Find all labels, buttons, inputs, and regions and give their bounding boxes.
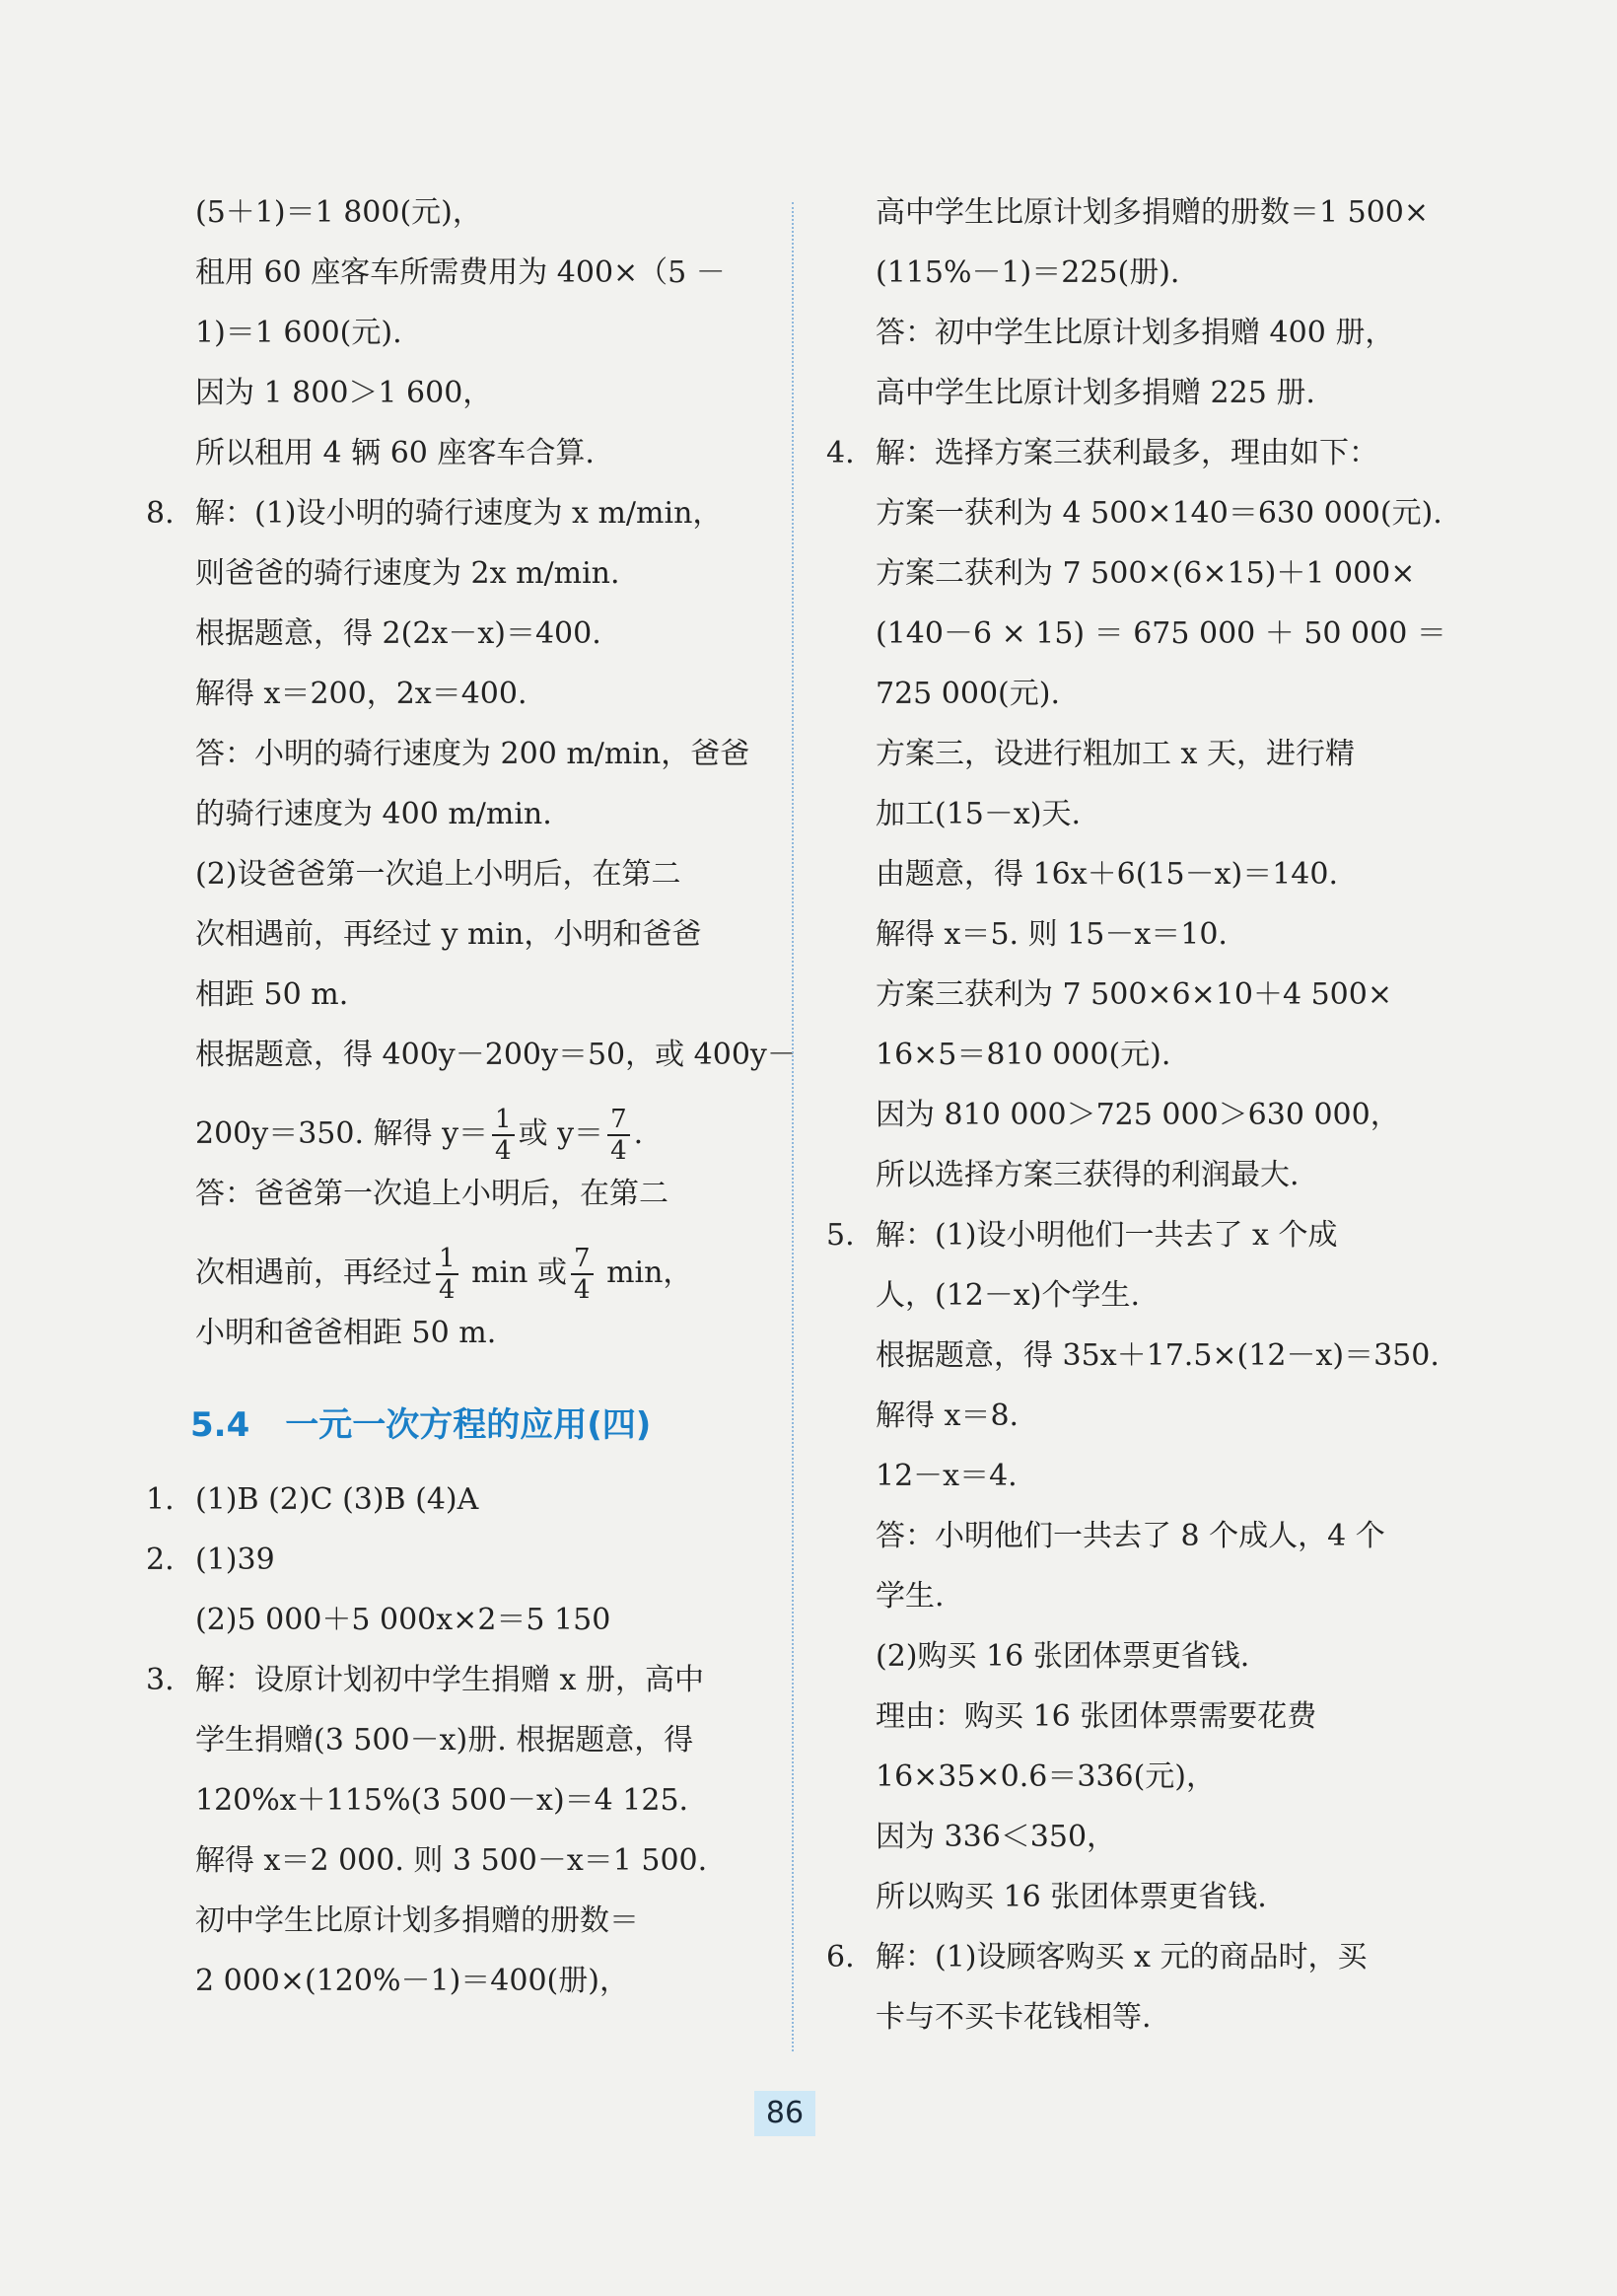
text-line: (2)设爸爸第一次追上小明后，在第二	[195, 857, 681, 892]
text-line: 所以租用 4 辆 60 座客车合算.	[195, 436, 595, 470]
fraction: $\frac{1}{4}$	[436, 1244, 458, 1305]
question-5-line: 5. 解：(1)设小明他们一共去了 x 个成	[826, 1215, 1447, 1275]
text-line: 所以选择方案三获得的利润最大.	[876, 1158, 1300, 1192]
text-line: (2)5 000＋5 000x×2＝5 150	[195, 1603, 611, 1637]
column-divider	[792, 202, 794, 2051]
answer-1-line: 1. (1)B (2)C (3)B (4)A	[146, 1479, 757, 1540]
text-line: 高中学生比原计划多捐赠 225 册.	[876, 376, 1315, 410]
text-line: 卡与不买卡花钱相等.	[876, 2000, 1152, 2035]
text-line: (2)购买 16 张团体票更省钱.	[876, 1639, 1250, 1674]
text-line: 相距 50 m.	[195, 977, 349, 1012]
text-line: 方案三获利为 7 500×6×10＋4 500×	[876, 977, 1392, 1012]
right-column	[826, 192, 1447, 2057]
text-line: 人，(12－x)个学生.	[876, 1278, 1141, 1313]
fraction: $\frac{1}{4}$	[492, 1105, 515, 1166]
question-number: 3.	[146, 1663, 175, 1697]
text-line: 12－x＝4.	[876, 1459, 1018, 1493]
text-line: 解得 x＝2 000. 则 3 500－x＝1 500.	[195, 1843, 708, 1878]
text-line: 16×35×0.6＝336(元)，	[876, 1759, 1216, 1794]
text-line: 16×5＝810 000(元).	[876, 1038, 1171, 1072]
question-number: 5.	[826, 1218, 855, 1253]
answer-2-line: 2. (1)39	[146, 1540, 757, 1600]
text-line: 答：小明的骑行速度为 200 m/min，爸爸	[195, 737, 750, 771]
text-line: 答：爸爸第一次追上小明后，在第二	[195, 1177, 668, 1211]
fraction: $\frac{7}{4}$	[571, 1244, 594, 1305]
text-line: 初中学生比原计划多捐赠的册数＝	[195, 1903, 639, 1938]
question-number: 1.	[146, 1482, 175, 1517]
text-line: 解得 x＝200，2x＝400.	[195, 677, 527, 711]
text-line: 加工(15－x)天.	[876, 797, 1082, 831]
text-line: 因为 1 800＞1 600，	[195, 376, 493, 410]
text-line: (5＋1)＝1 800(元)，	[195, 195, 482, 230]
text-line: 解得 x＝5. 则 15－x＝10.	[876, 917, 1228, 952]
question-number: 4.	[826, 436, 855, 470]
question-number: 6.	[826, 1940, 855, 1974]
left-column	[146, 192, 797, 2021]
text-line: 725 000(元).	[876, 677, 1061, 711]
text-line: 则爸爸的骑行速度为 2x m/min.	[195, 556, 620, 591]
text-line: 方案一获利为 4 500×140＝630 000(元).	[876, 496, 1442, 531]
text-line: 学生捐赠(3 500－x)册. 根据题意，得	[195, 1723, 694, 1758]
text-line: 1)＝1 600(元).	[195, 316, 402, 350]
question-number: 2.	[146, 1543, 175, 1577]
fraction: $\frac{7}{4}$	[607, 1105, 630, 1166]
text-line: 解得 x＝8.	[876, 1399, 1019, 1433]
question-6-line: 6. 解：(1)设顾客购买 x 元的商品时，买	[826, 1937, 1447, 1997]
section-title: 一元一次方程的应用(四)	[285, 1405, 652, 1445]
text-line: 根据题意，得 2(2x－x)＝400.	[195, 616, 601, 651]
text-line: 的骑行速度为 400 m/min.	[195, 797, 552, 831]
text-line: 因为 336＜350，	[876, 1820, 1117, 1854]
text-line: 学生.	[876, 1579, 945, 1614]
text-line: 根据题意，得 35x＋17.5×(12－x)＝350.	[876, 1338, 1440, 1373]
question-8-line: 8. 解：(1)设小明的骑行速度为 x m/min，	[146, 493, 757, 553]
question-4-line: 4. 解：选择方案三获利最多，理由如下：	[826, 433, 1447, 493]
text-line: 答：初中学生比原计划多捐赠 400 册，	[876, 316, 1395, 350]
text-line: 由题意，得 16x＋6(15－x)＝140.	[876, 857, 1339, 892]
text-line: 根据题意，得 400y－200y＝50，或 400y－	[195, 1038, 797, 1072]
text-line: 所以购买 16 张团体票更省钱.	[876, 1880, 1267, 1914]
text-line: 高中学生比原计划多捐赠的册数＝1 500×	[876, 195, 1430, 230]
text-line: 小明和爸爸相距 50 m.	[195, 1316, 497, 1350]
text-line: (115%－1)＝225(册).	[876, 255, 1180, 290]
text-line: 租用 60 座客车所需费用为 400×（5 －	[195, 255, 726, 290]
answer-3-line: 3. 解：设原计划初中学生捐赠 x 册，高中	[146, 1660, 757, 1720]
text-line: 次相遇前，再经过 y min，小明和爸爸	[195, 917, 702, 952]
section-number: 5.4	[190, 1405, 250, 1445]
question-number: 8.	[146, 496, 175, 531]
section-heading	[146, 1381, 757, 1479]
text-line: 方案二获利为 7 500×(6×15)＋1 000×	[876, 556, 1416, 591]
text-line: (140－6 × 15) ＝ 675 000 ＋ 50 000 ＝	[876, 616, 1446, 651]
text-line: 方案三，设进行粗加工 x 天，进行精	[876, 737, 1355, 771]
fraction-line: 次相遇前，再经过 $\frac{1}{4}$ min 或 $\frac{7}{4}$ min，	[195, 1244, 693, 1305]
page-number: 86	[754, 2091, 815, 2136]
text-line: 理由：购买 16 张团体票需要花费	[876, 1699, 1317, 1734]
fraction-line: 200y＝350. 解得 y＝ $\frac{1}{4}$ 或 y＝ $\frac{7}{4}$ .	[195, 1105, 644, 1166]
text-line: 120%x＋115%(3 500－x)＝4 125.	[195, 1783, 689, 1818]
text-line: 2 000×(120%－1)＝400(册)，	[195, 1964, 629, 1998]
text-line: 因为 810 000＞725 000＞630 000，	[876, 1098, 1400, 1132]
text-line: 答：小明他们一共去了 8 个成人，4 个	[876, 1519, 1385, 1553]
